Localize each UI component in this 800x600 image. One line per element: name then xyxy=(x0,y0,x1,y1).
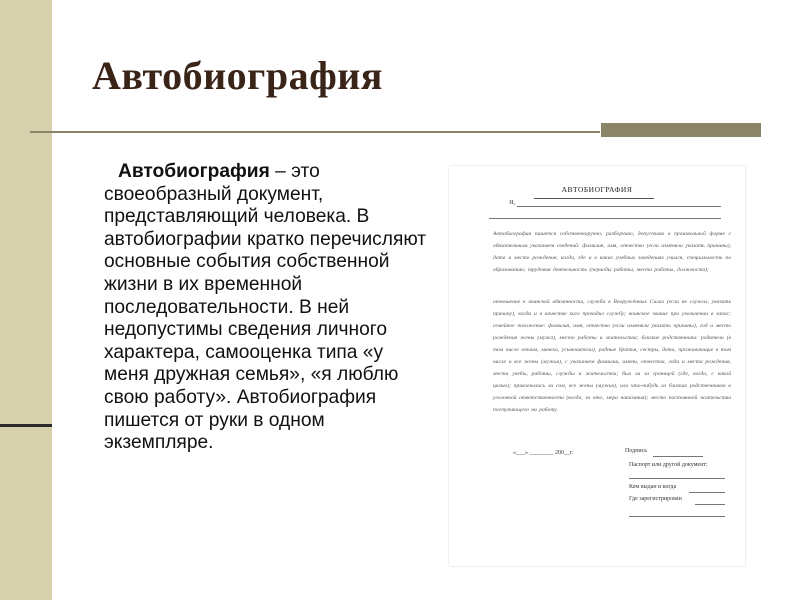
slide-body-text xyxy=(104,161,429,455)
form-signature-label: Подпись xyxy=(625,448,648,454)
form-passport-line xyxy=(629,478,725,479)
form-date: «___» ________ 200__г. xyxy=(513,450,574,456)
form-registered-label: Где зарегистрирован xyxy=(629,496,682,502)
form-name-line-2 xyxy=(489,218,721,219)
title-divider-block xyxy=(601,123,761,137)
form-name-prefix: Я, xyxy=(509,199,515,206)
form-instruction-text-2: отношение к воинской обязанности, служба в Вооружённых Силах (если не служил, указать причину), когда и в качестве кого проходил службу; воинское звание при увольнении в запас; семейное положение: фамилия, имя, отчество (если изменяли указать причины), год и место рождения жены (мужа), место работы и жительства; близкие родственники: родители (в том числе отчим, мачеха, усыновители), родные братья, сестры, дети, проживающие в том числе и все жены (мужья), с указанием фамилии, имени, отчества, года и места рождения, места учебы, работы, службы и жительства; был ли за границей (где, когда, с какой целью); привлекались ли сам, все жены (мужья), или что-нибудь из близких родственников к уголовной ответственности (когда, за что, мера наказания); место постоянной жительства поступающего на работу. xyxy=(493,299,731,413)
form-issued-line xyxy=(689,492,725,493)
form-registered-line xyxy=(695,504,725,505)
side-band-mark xyxy=(0,424,52,427)
title-divider xyxy=(30,131,600,133)
form-issued-label: Кем выдан и когда xyxy=(629,484,677,490)
form-title-underline xyxy=(534,198,654,199)
side-band xyxy=(0,0,52,600)
form-signature-line xyxy=(653,456,703,457)
body-definition: – это своеобразный документ, представляющий человека. В автобиографии кратко перечисляют основные события собственной жизни в их временной последовательности. В ней недопустимы сведения личного характера, самооценка типа «у меня дружная семья», «я люблю свою работу». Автобиография пишется от руки в одном экземпляре. xyxy=(104,161,427,454)
form-instruction-text-1: Автобиография пишется собственноручно, разборчиво, допустимо в произвольной форме с обязательным указанием сведений: фамилия, имя, отчество (если изменяли указать причины), дата и место рождения, когда, где и в каких учебных заведениях учился, специальность по образованию; трудовая деятельность (периоды работы, места работы, должности); xyxy=(493,231,731,273)
body-term: Автобиография xyxy=(118,161,270,182)
form-title: АВТОБИОГРАФИЯ xyxy=(561,185,633,194)
autobiography-form-image xyxy=(449,166,745,566)
form-extra-line xyxy=(629,516,725,517)
form-name-line xyxy=(517,206,721,207)
slide-title: Автобиография xyxy=(92,53,383,98)
form-passport-label: Паспорт или другой документ: xyxy=(629,462,708,468)
